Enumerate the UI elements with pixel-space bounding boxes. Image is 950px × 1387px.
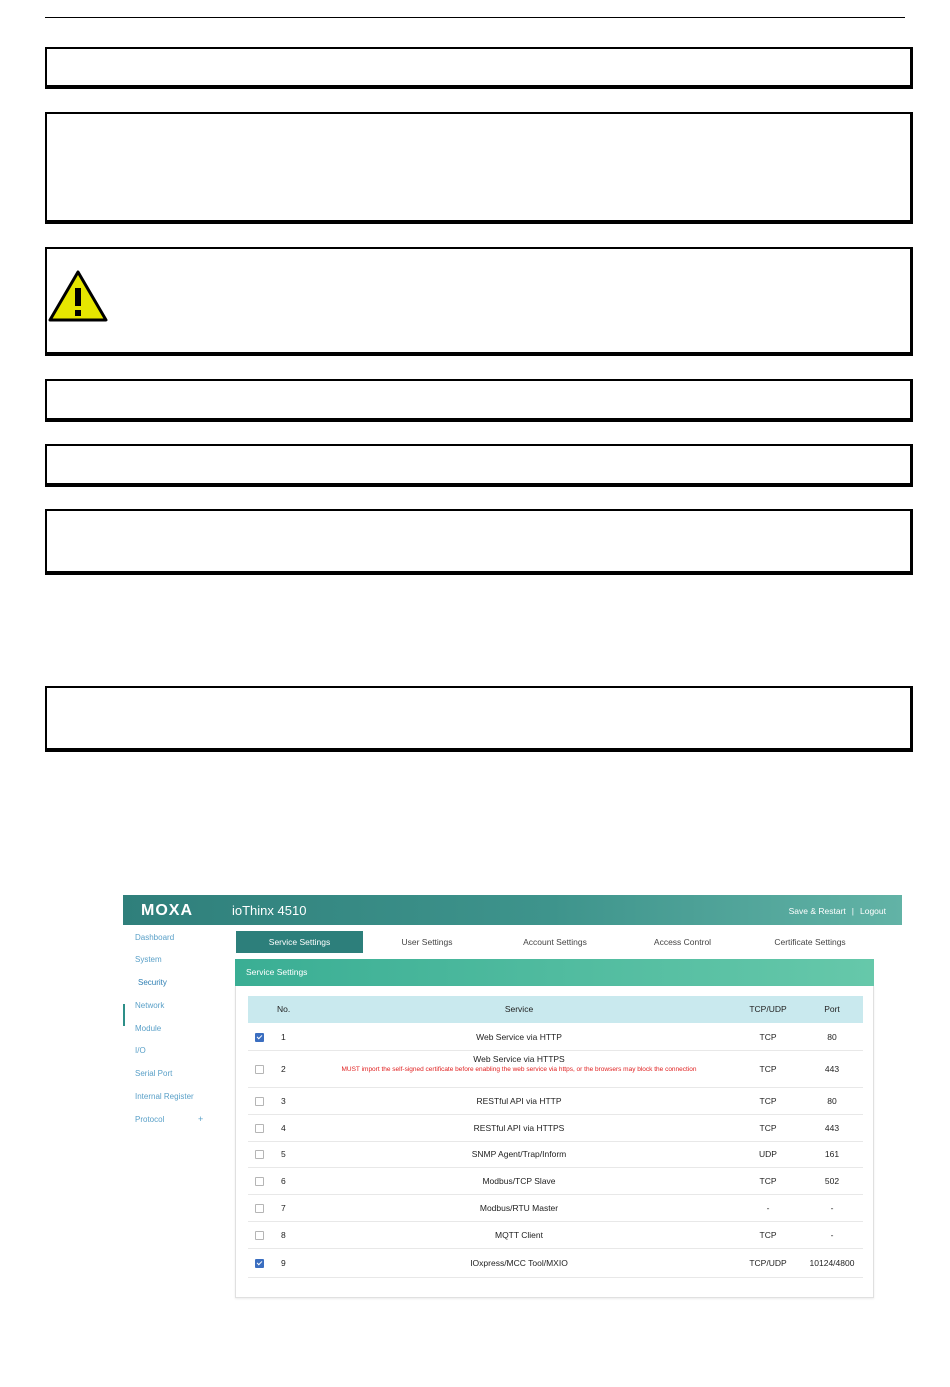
save-restart-button[interactable]: Save & Restart xyxy=(788,906,846,916)
header-rule xyxy=(45,17,905,18)
service-name: SNMP Agent/Trap/Inform xyxy=(471,1149,567,1159)
service-port: 10124/4800 xyxy=(809,1257,855,1268)
note-box-6 xyxy=(45,686,913,752)
service-port: - xyxy=(830,1229,834,1240)
table-row xyxy=(248,1023,863,1051)
https-warning-note: MUST import the self-signed certificate before enabling the web service via https, or the browsers may block the connection xyxy=(341,1066,697,1073)
note-box-2 xyxy=(45,112,913,224)
service-name: IOxpress/MCC Tool/MXIO xyxy=(470,1257,568,1268)
warning-triangle-icon xyxy=(48,270,108,322)
service-name: Modbus/TCP Slave xyxy=(482,1175,556,1186)
table-row xyxy=(248,1194,863,1222)
service-protocol: TCP xyxy=(759,1175,777,1186)
top-bar xyxy=(123,895,902,925)
row-number: 7 xyxy=(281,1202,286,1213)
service-protocol: UDP xyxy=(759,1149,777,1159)
tab-service-settings[interactable]: Service Settings xyxy=(236,931,363,953)
service-port: 80 xyxy=(827,1095,837,1106)
panel-title: Service Settings xyxy=(235,959,874,986)
service-port: 443 xyxy=(824,1063,840,1074)
service-name: Web Service via HTTP xyxy=(476,1031,562,1042)
tab-access-control[interactable]: Access Control xyxy=(653,937,712,947)
tab-bar xyxy=(236,931,874,953)
column-no: No. xyxy=(277,1004,291,1014)
table-row xyxy=(248,1141,863,1168)
sidebar-item-network[interactable]: Network xyxy=(135,1001,165,1010)
service-protocol: TCP xyxy=(759,1229,777,1240)
sidebar-item-security[interactable]: Security xyxy=(138,978,167,987)
note-box-3 xyxy=(45,379,913,422)
row-number: 9 xyxy=(281,1257,286,1268)
table-row xyxy=(248,1167,863,1195)
service-name: MQTT Client xyxy=(494,1229,544,1240)
product-name: ioThinx 4510 xyxy=(232,903,307,918)
row-number: 3 xyxy=(281,1095,286,1106)
sidebar-item-system[interactable]: System xyxy=(135,955,162,964)
service-protocol: TCP xyxy=(759,1031,777,1042)
column-port: Port xyxy=(824,1004,840,1014)
note-box-4 xyxy=(45,444,913,487)
table-row xyxy=(248,1050,863,1088)
service-name: RESTful API via HTTP xyxy=(476,1095,562,1106)
service-port: 80 xyxy=(827,1031,837,1042)
row-number: 1 xyxy=(281,1031,286,1042)
sidebar-item-serial-port[interactable]: Serial Port xyxy=(135,1069,173,1078)
service-protocol: TCP xyxy=(759,1063,777,1074)
warning-box xyxy=(45,247,913,356)
row-number: 6 xyxy=(281,1175,286,1186)
sidebar-item-protocol[interactable]: Protocol xyxy=(135,1115,165,1124)
logout-button[interactable]: Logout xyxy=(860,906,886,916)
sidebar-item-dashboard[interactable]: Dashboard xyxy=(135,933,175,942)
column-service: Service xyxy=(504,1004,534,1014)
table-row xyxy=(248,1087,863,1115)
service-port: 443 xyxy=(824,1122,840,1133)
service-protocol: - xyxy=(766,1202,770,1213)
table-row xyxy=(248,1221,863,1249)
sidebar-item-io[interactable]: I/O xyxy=(135,1046,146,1055)
sidebar-item-internal-register[interactable]: Internal Register xyxy=(135,1092,194,1101)
sidebar-item-module[interactable]: Module xyxy=(135,1024,162,1033)
row-number: 5 xyxy=(281,1149,286,1159)
tab-account-settings[interactable]: Account Settings xyxy=(523,937,587,947)
tab-certificate-settings[interactable]: Certificate Settings xyxy=(774,937,846,947)
action-separator: | xyxy=(851,906,854,916)
service-protocol: TCP/UDP xyxy=(749,1257,787,1268)
note-box-1 xyxy=(45,47,913,89)
service-port: - xyxy=(830,1202,834,1213)
sidebar-active-indicator xyxy=(123,1004,125,1026)
service-protocol: TCP xyxy=(759,1095,777,1106)
service-name: Modbus/RTU Master xyxy=(479,1202,559,1213)
protocol-expand-icon[interactable]: + xyxy=(198,1114,204,1124)
table-row xyxy=(248,1114,863,1142)
moxa-logo: MOXA xyxy=(141,902,193,919)
service-name: RESTful API via HTTPS xyxy=(473,1122,565,1133)
service-protocol: TCP xyxy=(759,1122,777,1133)
service-port: 502 xyxy=(824,1175,840,1186)
tab-user-settings[interactable]: User Settings xyxy=(401,937,453,947)
row-number: 2 xyxy=(281,1063,286,1074)
service-port: 161 xyxy=(824,1149,840,1159)
row-number: 8 xyxy=(281,1229,286,1240)
table-header xyxy=(248,996,863,1023)
table-row xyxy=(248,1248,863,1278)
service-name: Web Service via HTTPS xyxy=(473,1054,565,1064)
top-actions xyxy=(789,906,886,916)
row-number: 4 xyxy=(281,1122,286,1133)
column-protocol: TCP/UDP xyxy=(749,1004,787,1014)
note-box-5 xyxy=(45,509,913,575)
iothinx-web-console xyxy=(123,895,902,1305)
